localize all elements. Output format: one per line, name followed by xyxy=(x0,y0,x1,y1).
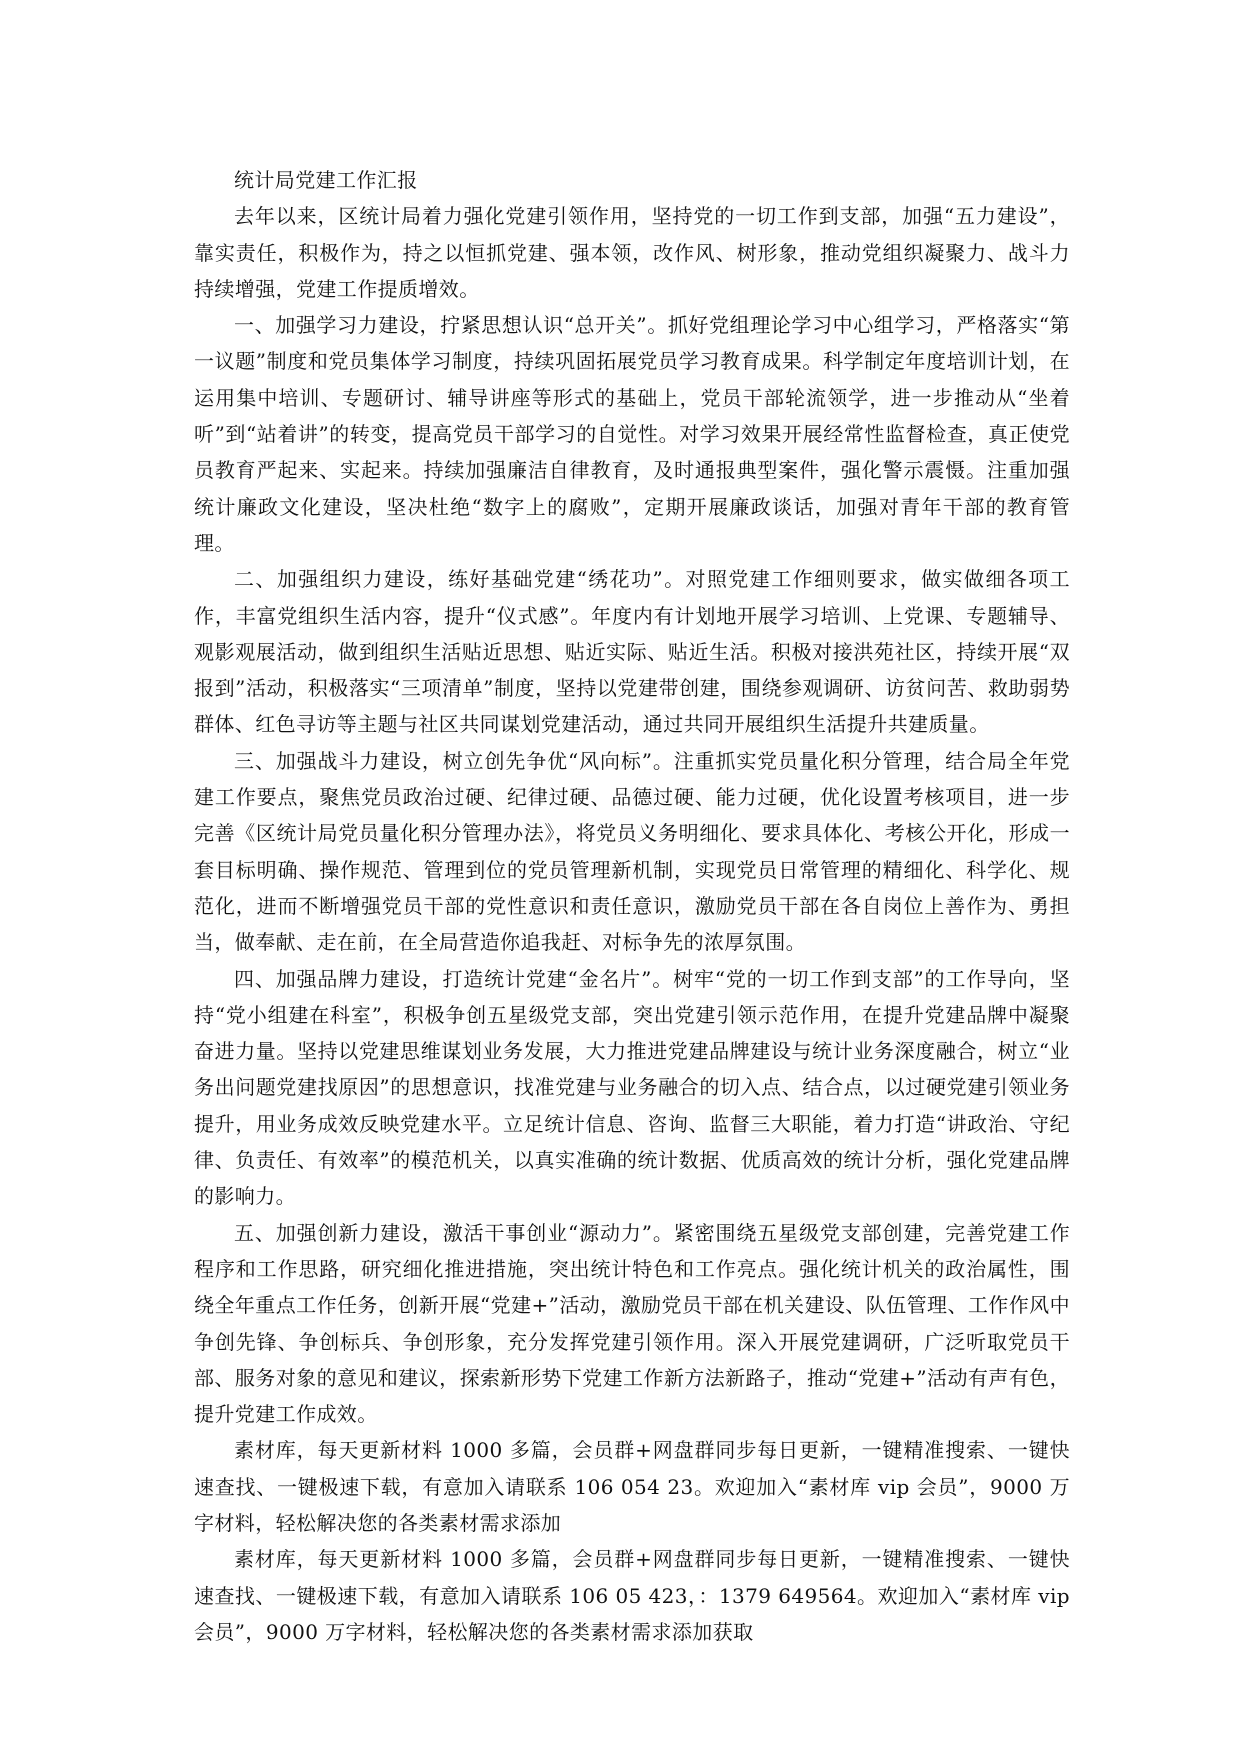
promo-paragraph-1: 素材库，每天更新材料 1000 多篇，会员群+网盘群同步每日更新，一键精准搜索、一键快速查找、一键极速下载，有意加入请联系 106 054 23。欢迎加入“素材库 vip 会员”，9000 万字材料，轻松解决您的各类素材需求添加 xyxy=(194,1438,1070,1535)
promo-paragraph-2: 素材库，每天更新材料 1000 多篇，会员群+网盘群同步每日更新，一键精准搜索、一键快速查找、一键极速下载，有意加入请联系 106 05 423，：1379 649564。欢迎加入“素材库 vip 会员”，9000 万字材料，轻松解决您的各类素材需求添加获取 xyxy=(194,1547,1070,1644)
section-5-paragraph: 五、加强创新力建设，激活干事创业“源动力”。紧密围绕五星级党支部创建，完善党建工作程序和工作思路，研究细化推进措施，突出统计特色和工作亮点。强化统计机关的政治属性，围绕全年重点工作任务，创新开展“党建+”活动，激励党员干部在机关建设、队伍管理、工作作风中争创先锋、争创标兵、争创形象，充分发挥党建引领作用。深入开展党建调研，广泛听取党员干部、服务对象的意见和建议，探索新形势下党建工作新方法新路子，推动“党建+”活动有声有色，提升党建工作成效。 xyxy=(194,1220,1070,1427)
section-4-paragraph: 四、加强品牌力建设，打造统计党建“金名片”。树牢“党的一切工作到支部”的工作导向，坚持“党小组建在科室”，积极争创五星级党支部，突出党建引领示范作用，在提升党建品牌中凝聚奋进力量。坚持以党建思维谋划业务发展，大力推进党建品牌建设与统计业务深度融合，树立“业务出问题党建找原因”的思想意识，找准党建与业务融合的切入点、结合点，以过硬党建引领业务提升，用业务成效反映党建水平。立足统计信息、咨询、监督三大职能，着力打造“讲政治、守纪律、负责任、有效率”的模范机关，以真实准确的统计数据、优质高效的统计分析，强化党建品牌的影响力。 xyxy=(194,966,1070,1209)
section-1-paragraph: 一、加强学习力建设，拧紧思想认识“总开关”。抓好党组理论学习中心组学习，严格落实“第一议题”制度和党员集体学习制度，持续巩固拓展党员学习教育成果。科学制定年度培训计划，在运用集中培训、专题研讨、辅导讲座等形式的基础上，党员干部轮流领学，进一步推动从“坐着听”到“站着讲”的转变，提高党员干部学习的自觉性。对学习效果开展经常性监督检查，真正使党员教育严起来、实起来。持续加强廉洁自律教育，及时通报典型案件，强化警示震慑。注重加强统计廉政文化建设，坚决杜绝“数字上的腐败”，定期开展廉政谈话，加强对青年干部的教育管理。 xyxy=(194,313,1070,555)
section-2-paragraph: 二、加强组织力建设，练好基础党建“绣花功”。对照党建工作细则要求，做实做细各项工作，丰富党组织生活内容，提升“仪式感”。年度内有计划地开展学习培训、上党课、专题辅导、观影观展活动，做到组织生活贴近思想、贴近实际、贴近生活。积极对接洪苑社区，持续开展“双报到”活动，积极落实“三项清单”制度，坚持以党建带创建，围绕参观调研、访贫问苦、救助弱势群体、红色寻访等主题与社区共同谋划党建活动，通过共同开展组织生活提升共建质量。 xyxy=(194,567,1070,737)
section-3-paragraph: 三、加强战斗力建设，树立创先争优“风向标”。注重抓实党员量化积分管理，结合局全年党建工作要点，聚焦党员政治过硬、纪律过硬、品德过硬、能力过硬，优化设置考核项目，进一步完善《区统计局党员量化积分管理办法》，将党员义务明细化、要求具体化、考核公开化，形成一套目标明确、操作规范、管理到位的党员管理新机制，实现党员日常管理的精细化、科学化、规范化，进而不断增强党员干部的党性意识和责任意识，激励党员干部在各自岗位上善作为、勇担当，做奉献、走在前，在全局营造你追我赶、对标争先的浓厚氛围。 xyxy=(194,748,1070,955)
document-body xyxy=(194,162,1070,1650)
document-title: 统计局党建工作汇报 xyxy=(234,168,418,192)
intro-paragraph: 去年以来，区统计局着力强化党建引领作用，坚持党的一切工作到支部，加强“五力建设”，靠实责任，积极作为，持之以恒抓党建、强本领，改作风、树形象，推动党组织凝聚力、战斗力持续增强，党建工作提质增效。 xyxy=(194,204,1070,301)
